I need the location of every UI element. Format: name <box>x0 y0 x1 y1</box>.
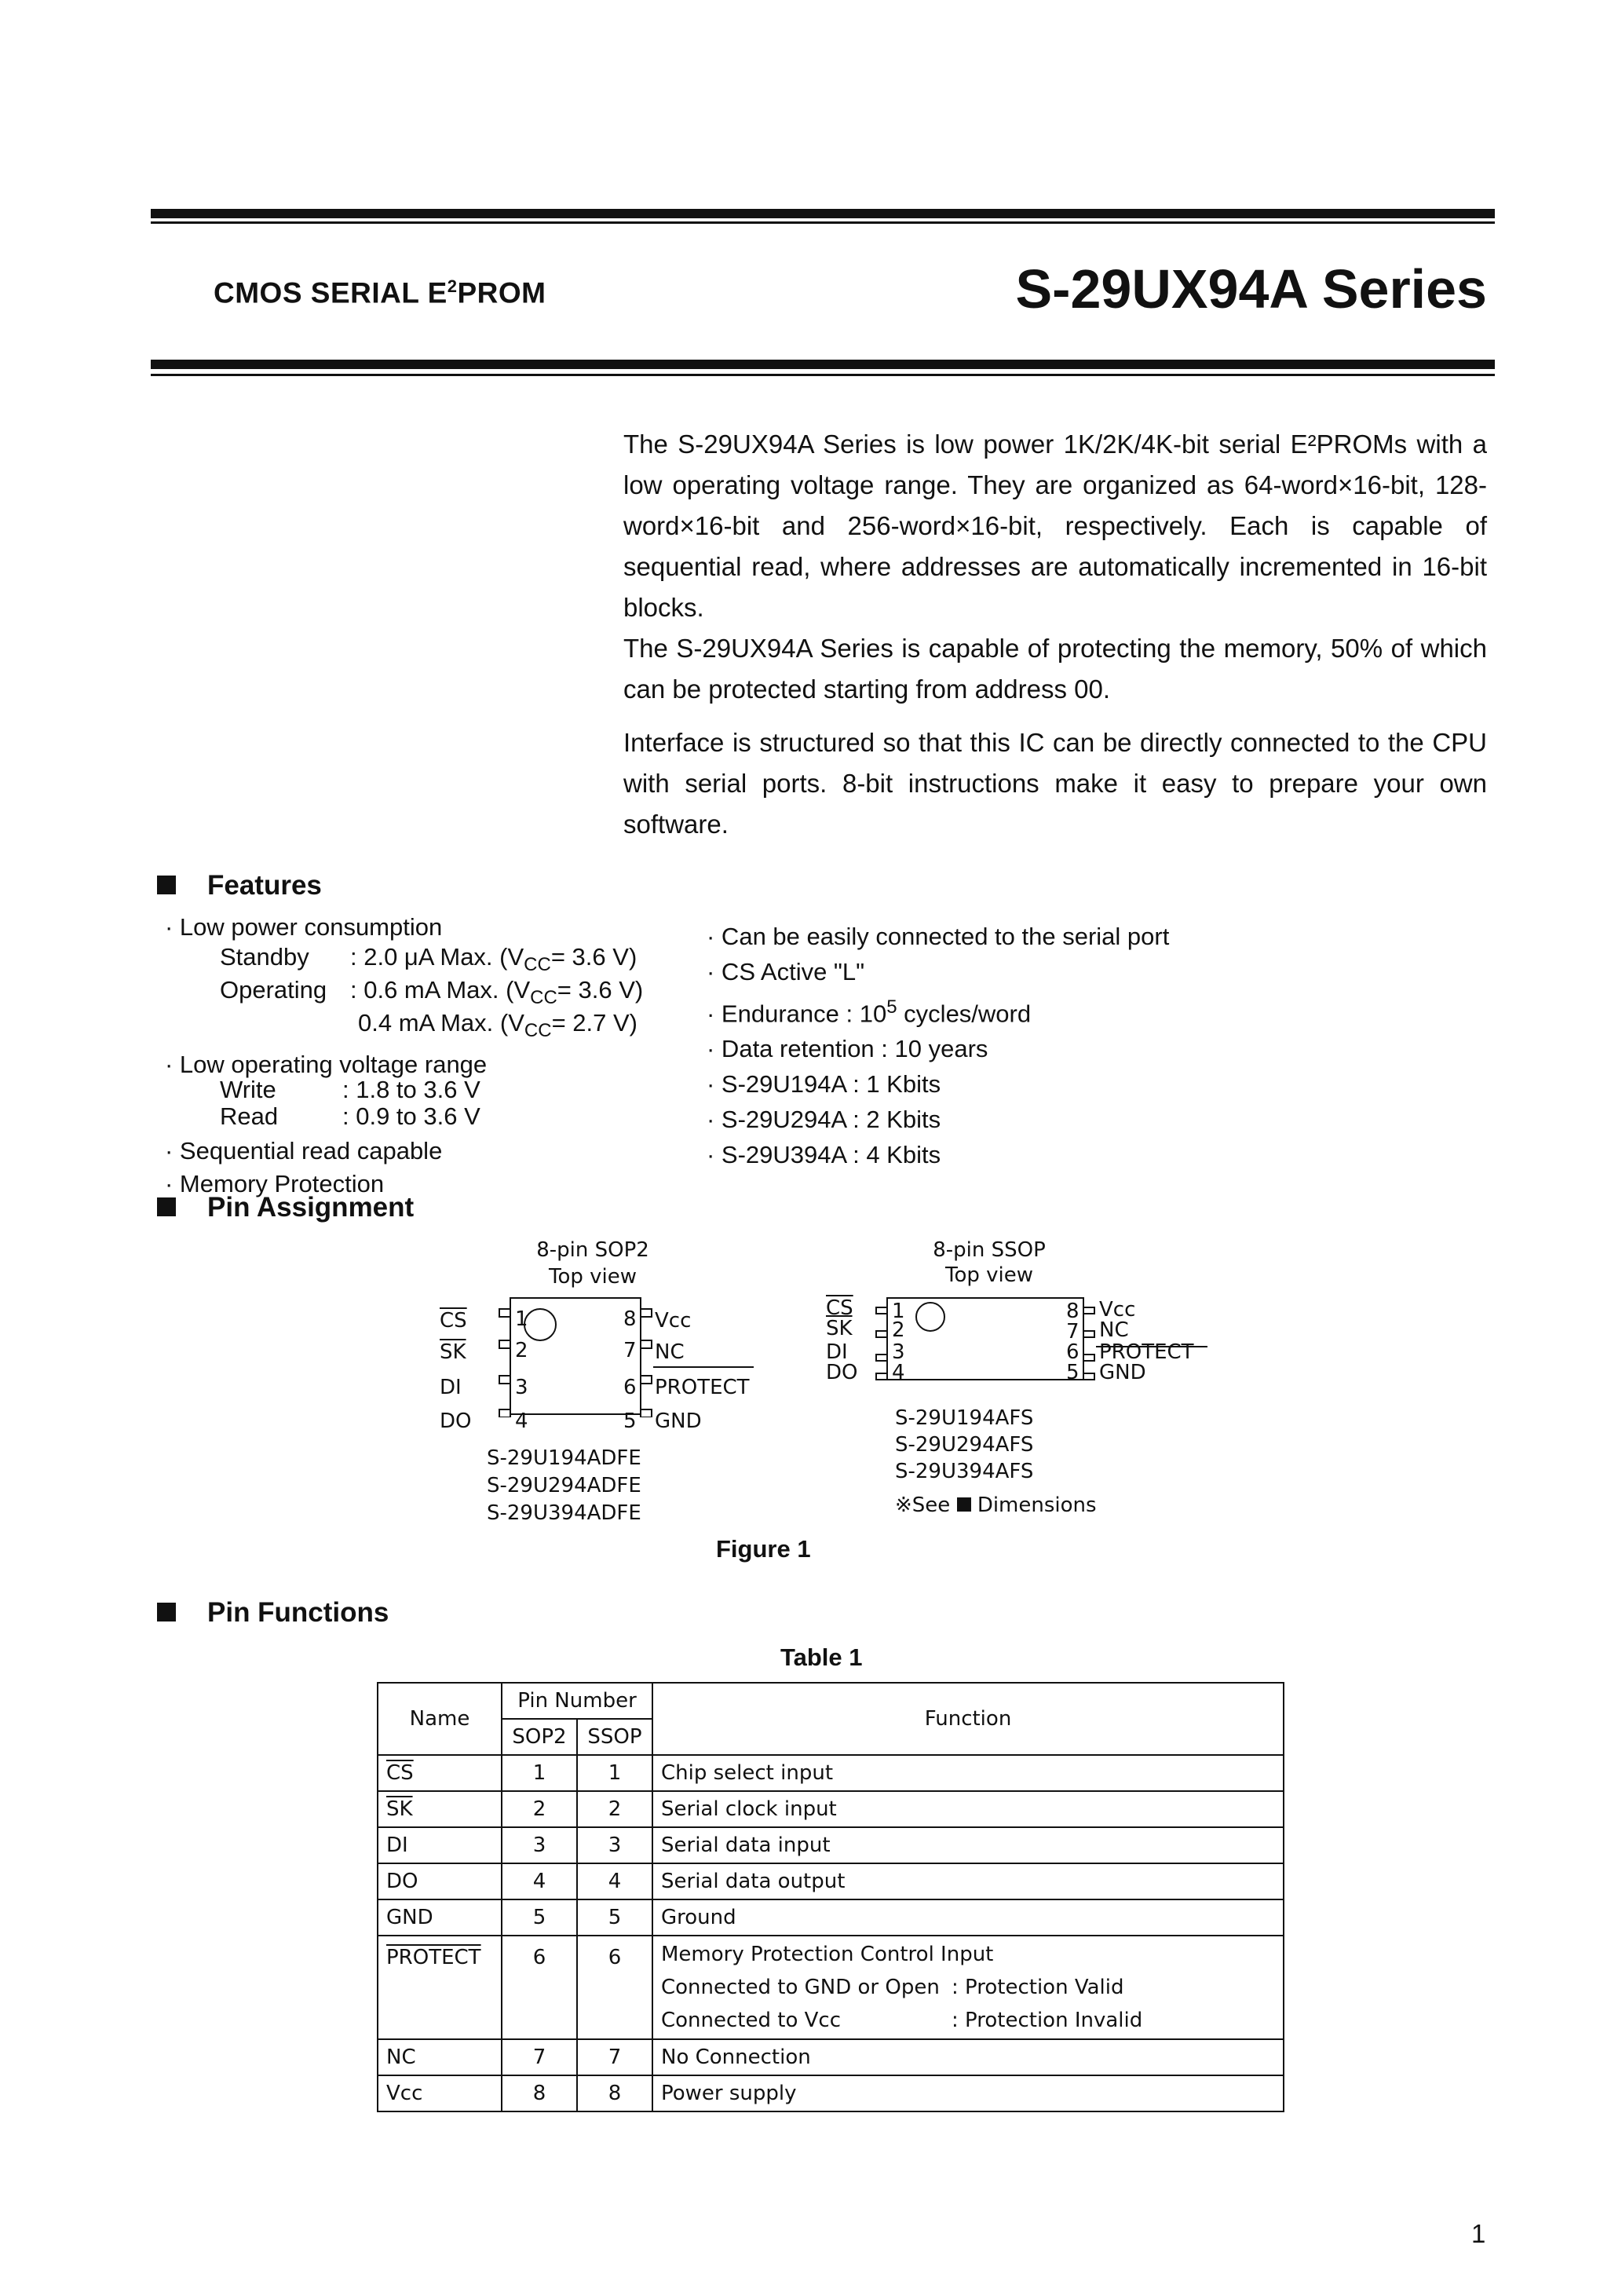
ssop-package-outline <box>816 1292 1256 1386</box>
row-name: Vcc <box>378 2075 502 2111</box>
sop2-part-2: S-29U294ADFE <box>487 1474 641 1497</box>
header-top-rule <box>151 209 1495 218</box>
sop2-pin-do: DO <box>440 1409 472 1433</box>
ssop-pin-cs: $\overline{CS}$ <box>826 1296 853 1320</box>
sop2-num-8: 8 <box>623 1307 637 1331</box>
row-ssop: 3 <box>577 1827 652 1863</box>
row-sop2: 5 <box>502 1899 577 1936</box>
feature-read: Read : 0.9 to 3.6 V <box>220 1102 480 1130</box>
sop2-num-3: 3 <box>515 1376 528 1399</box>
ssop-pin-di: DI <box>826 1340 848 1364</box>
bullet-square-icon <box>157 1603 176 1621</box>
feature-low-voltage: · Low operating voltage range <box>165 1050 488 1078</box>
header-bottom-rule <box>151 360 1495 369</box>
ssop-pin-do: DO <box>826 1361 858 1384</box>
ssop-num-4: 4 <box>892 1361 905 1384</box>
table-row <box>378 1936 1284 2039</box>
ssop-diagram <box>816 1237 1256 1535</box>
feature-operating-2: 0.4 mA Max. ($V_{CC}= 2.7$ V) <box>358 1009 638 1042</box>
table-row <box>378 2075 1284 2111</box>
feature-standby: Standby : 2.0 μA Max. ($V_{CC}= 3.6$ V) <box>220 943 637 976</box>
row-name: NC <box>378 2039 502 2075</box>
intro-paragraph-2: Interface is structured so that this IC can be directly connected to the CPU with serial ports. 8-bit instructions make it easy to prepare your own software. <box>623 728 1487 839</box>
ssop-num-1: 1 <box>892 1300 905 1323</box>
sop2-num-7: 7 <box>623 1339 637 1362</box>
sop2-num-5: 5 <box>623 1409 637 1433</box>
row-name: PROTECT <box>378 1936 502 2039</box>
pin-assignment-heading: Pin Assignment <box>157 1192 414 1223</box>
sop2-part-1: S-29U194ADFE <box>487 1446 641 1470</box>
row-function: No Connection <box>652 2039 1284 2075</box>
row-sop2: 2 <box>502 1791 577 1827</box>
ssop-part-1: S-29U194AFS <box>895 1406 1034 1430</box>
ssop-num-8: 8 <box>1066 1300 1080 1323</box>
intro-text <box>623 424 1487 845</box>
feature-endurance: · Endurance : $10^5$ cycles/word <box>707 996 1032 1028</box>
row-name: $\overline{SK}$ <box>378 1791 502 1827</box>
sop2-pin-cs: $\overline{CS}$ <box>440 1309 467 1333</box>
ssop-num-5: 5 <box>1066 1361 1080 1384</box>
features-right-list <box>707 919 1413 1172</box>
row-ssop: 6 <box>577 1936 652 2039</box>
feature-retention: · Data retention : 10 years <box>707 1035 988 1063</box>
feature-u194: · S-29U194A : 1 Kbits <box>707 1070 941 1099</box>
ssop-subtitle: Top view <box>944 1263 1033 1287</box>
figure-caption: Figure 1 <box>716 1535 811 1563</box>
header-pin-number: Pin Number <box>502 1683 652 1719</box>
row-sop2: 7 <box>502 2039 577 2075</box>
row-sop2: 4 <box>502 1863 577 1899</box>
sop2-diagram <box>424 1237 785 1551</box>
row-function: Ground <box>652 1899 1284 1936</box>
series-title: S-29UX94A Series <box>1015 258 1487 320</box>
header-name: Name <box>378 1683 502 1755</box>
table-row <box>378 1863 1284 1899</box>
sop2-pin-nc: NC <box>655 1340 685 1364</box>
sop2-title: 8-pin SOP2 <box>536 1238 649 1262</box>
bullet-square-icon <box>157 876 176 894</box>
sop2-pin-di: DI <box>440 1376 462 1399</box>
sop2-subtitle: Top view <box>548 1265 637 1289</box>
feature-sequential: · Sequential read capable <box>165 1136 443 1164</box>
table-header-row <box>378 1683 1284 1719</box>
ssop-dimensions-note: ※See Dimensions <box>895 1493 1097 1517</box>
sop2-part-3: S-29U394ADFE <box>487 1501 641 1525</box>
sop2-pin-vcc: Vcc <box>655 1309 692 1333</box>
row-sop2: 1 <box>502 1755 577 1791</box>
header-top-thin-rule <box>151 221 1495 224</box>
header-function: Function <box>652 1683 1284 1755</box>
row-ssop: 5 <box>577 1899 652 1936</box>
ssop-pin-nc: NC <box>1099 1318 1129 1342</box>
header-sop2: SOP2 <box>502 1719 577 1755</box>
ssop-pin-sk: $\overline{SK}$ <box>826 1317 853 1340</box>
feature-operating: Operating : 0.6 mA Max. ($V_{CC}= 3.6$ V) <box>220 976 644 1009</box>
row-ssop: 7 <box>577 2039 652 2075</box>
table-row <box>378 1755 1284 1791</box>
page-number: 1 <box>1471 2219 1486 2248</box>
row-ssop: 4 <box>577 1863 652 1899</box>
row-function: Memory Protection Control Input Connected to GND or Open : Protection Valid Connected to Vcc : Protection Invalid <box>652 1936 1284 2039</box>
row-sop2: 6 <box>502 1936 577 2039</box>
features-heading: Features <box>157 870 322 901</box>
row-name: DO <box>378 1863 502 1899</box>
ssop-part-2: S-29U294AFS <box>895 1433 1034 1457</box>
intro-paragraph-1b: The S-29UX94A Series is capable of protecting the memory, 50% of which can be protected starting from address 00. <box>623 634 1487 704</box>
pin-functions-heading: Pin Functions <box>157 1597 389 1629</box>
ssop-pin-vcc: Vcc <box>1099 1298 1136 1322</box>
ssop-num-7: 7 <box>1066 1320 1080 1344</box>
sop2-pin-gnd: GND <box>655 1409 702 1433</box>
feature-write: Write : 1.8 to 3.6 V <box>220 1075 480 1103</box>
row-ssop: 2 <box>577 1791 652 1827</box>
feature-cs-active: · CS Active "L" <box>707 958 865 985</box>
header-bottom-thin-rule <box>151 374 1495 376</box>
row-name: DI <box>378 1827 502 1863</box>
row-name: GND <box>378 1899 502 1936</box>
table-row <box>378 1827 1284 1863</box>
sop2-num-1: 1 <box>515 1307 528 1331</box>
row-function: Serial clock input <box>652 1791 1284 1827</box>
ssop-num-2: 2 <box>892 1318 905 1342</box>
row-ssop: 8 <box>577 2075 652 2111</box>
ssop-num-3: 3 <box>892 1340 905 1364</box>
row-sop2: 8 <box>502 2075 577 2111</box>
feature-low-power: · Low power consumption <box>165 913 443 941</box>
bullet-square-icon <box>957 1497 971 1512</box>
sop2-num-4: 4 <box>515 1409 528 1433</box>
row-ssop: 1 <box>577 1755 652 1791</box>
sop2-pin-protect: PROTECT <box>655 1376 750 1399</box>
row-function: Serial data input <box>652 1827 1284 1863</box>
ssop-part-3: S-29U394AFS <box>895 1460 1034 1483</box>
header-ssop: SSOP <box>577 1719 652 1755</box>
product-category: CMOS SERIAL $E^2PROM$ <box>214 276 546 309</box>
feature-u394: · S-29U394A : 4 Kbits <box>707 1141 941 1169</box>
table-row <box>378 1791 1284 1827</box>
feature-u294: · S-29U294A : 2 Kbits <box>707 1106 941 1134</box>
ssop-num-6: 6 <box>1066 1340 1080 1364</box>
row-function: Power supply <box>652 2075 1284 2111</box>
feature-protection: · Memory Protection <box>165 1169 385 1197</box>
intro-paragraph-1: The S-29UX94A Series is low power 1K/2K/4K-bit serial E²PROMs with a low operating voltage range. They are organized as 64-word×16-bit, 128-word×16-bit and 256-word×16-bit, respectively. Each is capable of sequential read, where addresses are automatically incremented in 16-bit blocks. <box>623 430 1487 622</box>
table-row <box>378 2039 1284 2075</box>
row-function: Chip select input <box>652 1755 1284 1791</box>
bullet-square-icon <box>157 1197 176 1216</box>
row-name: $\overline{CS}$ <box>378 1755 502 1791</box>
features-left-list <box>165 912 714 1199</box>
row-function: Serial data output <box>652 1863 1284 1899</box>
sop2-pin-sk: $\overline{SK}$ <box>440 1340 466 1364</box>
row-sop2: 3 <box>502 1827 577 1863</box>
table-row <box>378 1899 1284 1936</box>
sop2-num-6: 6 <box>623 1376 637 1399</box>
pin-functions-table <box>377 1682 1284 2112</box>
ssop-pin-gnd: GND <box>1099 1361 1146 1384</box>
ssop-pin-protect: PROTECT <box>1099 1340 1194 1364</box>
table-caption: Table 1 <box>780 1643 863 1671</box>
ssop-title: 8-pin SSOP <box>933 1238 1046 1262</box>
feature-serial: · Can be easily connected to the serial port <box>707 923 1170 950</box>
sop2-num-2: 2 <box>515 1339 528 1362</box>
